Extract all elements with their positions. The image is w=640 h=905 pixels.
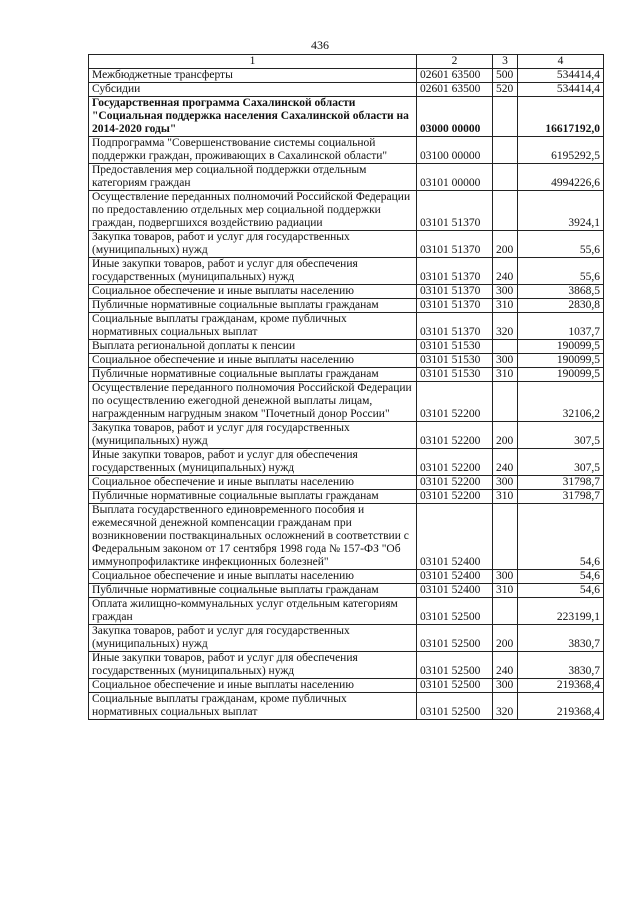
- cell-sum: 2830,8: [518, 299, 604, 313]
- cell-code: 03101 51530: [417, 354, 493, 368]
- cell-kind: [493, 137, 518, 164]
- cell-kind: 200: [493, 625, 518, 652]
- page-number: 436: [311, 38, 329, 52]
- cell-name: Социальное обеспечение и иные выплаты населению: [89, 679, 417, 693]
- cell-code: 03101 52500: [417, 679, 493, 693]
- cell-name: Закупка товаров, работ и услуг для государственных (муниципальных) нужд: [89, 625, 417, 652]
- table-row: [89, 570, 604, 584]
- cell-sum: 3830,7: [518, 625, 604, 652]
- table-row: [89, 354, 604, 368]
- cell-code: 03101 52200: [417, 476, 493, 490]
- cell-code: 02601 63500: [417, 83, 493, 97]
- cell-code: 03101 51370: [417, 299, 493, 313]
- table-row: [89, 313, 604, 340]
- cell-kind: 310: [493, 299, 518, 313]
- cell-code: 03101 51530: [417, 368, 493, 382]
- header-row: [89, 55, 604, 69]
- cell-name: Закупка товаров, работ и услуг для государственных (муниципальных) нужд: [89, 422, 417, 449]
- cell-sum: 54,6: [518, 570, 604, 584]
- header-col-name: 1: [89, 55, 417, 69]
- header-col-code: 2: [417, 55, 493, 69]
- cell-name: Иные закупки товаров, работ и услуг для обеспечения государственных (муниципальных) нужд: [89, 652, 417, 679]
- cell-sum: 55,6: [518, 231, 604, 258]
- cell-code: 03101 00000: [417, 164, 493, 191]
- cell-kind: [493, 598, 518, 625]
- cell-code: 03101 52400: [417, 570, 493, 584]
- cell-kind: 240: [493, 258, 518, 285]
- cell-code: 03101 52500: [417, 652, 493, 679]
- cell-kind: [493, 504, 518, 570]
- cell-sum: 223199,1: [518, 598, 604, 625]
- cell-code: 03101 51370: [417, 285, 493, 299]
- table-row: [89, 69, 604, 83]
- cell-name: Субсидии: [89, 83, 417, 97]
- table-row: [89, 693, 604, 720]
- cell-code: 03101 52500: [417, 693, 493, 720]
- table-row: [89, 382, 604, 422]
- cell-code: 03101 52500: [417, 598, 493, 625]
- table-row: [89, 490, 604, 504]
- cell-name: Публичные нормативные социальные выплаты гражданам: [89, 584, 417, 598]
- cell-sum: 32106,2: [518, 382, 604, 422]
- cell-name: Осуществление переданных полномочий Российской Федерации по предоставлению отдельных мер социальной поддержки граждан, подвергшихся воздействию радиации: [89, 191, 417, 231]
- cell-kind: 240: [493, 652, 518, 679]
- cell-name: Социальные выплаты гражданам, кроме публичных нормативных социальных выплат: [89, 313, 417, 340]
- cell-sum: 219368,4: [518, 693, 604, 720]
- cell-kind: 320: [493, 693, 518, 720]
- cell-sum: 54,6: [518, 584, 604, 598]
- cell-kind: [493, 97, 518, 137]
- cell-sum: 219368,4: [518, 679, 604, 693]
- budget-table: [88, 54, 604, 720]
- table-row: [89, 340, 604, 354]
- cell-kind: 320: [493, 313, 518, 340]
- cell-sum: 1037,7: [518, 313, 604, 340]
- cell-kind: [493, 382, 518, 422]
- cell-sum: 3924,1: [518, 191, 604, 231]
- cell-code: 03101 51370: [417, 231, 493, 258]
- table-header: [89, 55, 604, 69]
- cell-name: Иные закупки товаров, работ и услуг для обеспечения государственных (муниципальных) нужд: [89, 449, 417, 476]
- cell-kind: [493, 164, 518, 191]
- cell-name: Публичные нормативные социальные выплаты гражданам: [89, 490, 417, 504]
- table-row: [89, 449, 604, 476]
- cell-name: Социальное обеспечение и иные выплаты населению: [89, 476, 417, 490]
- cell-name: Выплата региональной доплаты к пенсии: [89, 340, 417, 354]
- cell-code: 03101 52200: [417, 449, 493, 476]
- cell-sum: 307,5: [518, 449, 604, 476]
- cell-name: Социальные выплаты гражданам, кроме публичных нормативных социальных выплат: [89, 693, 417, 720]
- cell-sum: 31798,7: [518, 476, 604, 490]
- cell-name: Публичные нормативные социальные выплаты гражданам: [89, 299, 417, 313]
- cell-code: 02601 63500: [417, 69, 493, 83]
- cell-sum: 16617192,0: [518, 97, 604, 137]
- cell-code: 03101 51370: [417, 191, 493, 231]
- cell-name: Закупка товаров, работ и услуг для государственных (муниципальных) нужд: [89, 231, 417, 258]
- cell-code: 03101 52200: [417, 382, 493, 422]
- table-body: [89, 69, 604, 720]
- cell-name: Публичные нормативные социальные выплаты гражданам: [89, 368, 417, 382]
- cell-name: Осуществление переданного полномочия Российской Федерации по осуществлению ежегодной денежной выплаты лицам, награжденным нагрудным знаком "Почетный донор России": [89, 382, 417, 422]
- cell-code: 03000 00000: [417, 97, 493, 137]
- cell-code: 03101 51370: [417, 258, 493, 285]
- cell-sum: 534414,4: [518, 83, 604, 97]
- cell-kind: 200: [493, 231, 518, 258]
- cell-sum: 54,6: [518, 504, 604, 570]
- cell-kind: 300: [493, 679, 518, 693]
- table-row: [89, 476, 604, 490]
- cell-kind: [493, 340, 518, 354]
- cell-kind: 310: [493, 368, 518, 382]
- table-row: [89, 191, 604, 231]
- cell-kind: 310: [493, 490, 518, 504]
- cell-name: Иные закупки товаров, работ и услуг для обеспечения государственных (муниципальных) нужд: [89, 258, 417, 285]
- cell-code: 03101 51530: [417, 340, 493, 354]
- header-col-sum: 4: [518, 55, 604, 69]
- cell-name: Выплата государственного единовременного пособия и ежемесячной денежной компенсации гражданам при возникновении поствакцинальных осложнений в соответствии с Федеральным законом от 17 сентября 1998 года № 157-ФЗ "Об иммунопрофилактике инфекционных болезней": [89, 504, 417, 570]
- table-row: [89, 625, 604, 652]
- cell-sum: 3868,5: [518, 285, 604, 299]
- cell-name: Государственная программа Сахалинской области "Социальная поддержка населения Сахалинской области на 2014-2020 годы": [89, 97, 417, 137]
- cell-kind: 300: [493, 354, 518, 368]
- cell-kind: 240: [493, 449, 518, 476]
- cell-kind: 200: [493, 422, 518, 449]
- table-row: [89, 504, 604, 570]
- cell-sum: 307,5: [518, 422, 604, 449]
- cell-name: Социальное обеспечение и иные выплаты населению: [89, 354, 417, 368]
- cell-kind: 500: [493, 69, 518, 83]
- header-col-kind: 3: [493, 55, 518, 69]
- table-row: [89, 679, 604, 693]
- cell-code: 03101 51370: [417, 313, 493, 340]
- cell-kind: [493, 191, 518, 231]
- table-row: [89, 83, 604, 97]
- table-row: [89, 137, 604, 164]
- cell-name: Подпрограмма "Совершенствование системы социальной поддержки граждан, проживающих в Сахалинской области": [89, 137, 417, 164]
- cell-sum: 31798,7: [518, 490, 604, 504]
- table-row: [89, 422, 604, 449]
- cell-name: Оплата жилищно-коммунальных услуг отдельным категориям граждан: [89, 598, 417, 625]
- cell-code: 03100 00000: [417, 137, 493, 164]
- cell-sum: 4994226,6: [518, 164, 604, 191]
- table-row: [89, 97, 604, 137]
- cell-kind: 310: [493, 584, 518, 598]
- cell-code: 03101 52200: [417, 422, 493, 449]
- table-row: [89, 258, 604, 285]
- cell-sum: 190099,5: [518, 368, 604, 382]
- cell-kind: 300: [493, 476, 518, 490]
- cell-kind: 300: [493, 570, 518, 584]
- cell-sum: 3830,7: [518, 652, 604, 679]
- cell-kind: 520: [493, 83, 518, 97]
- cell-name: Межбюджетные трансферты: [89, 69, 417, 83]
- cell-name: Социальное обеспечение и иные выплаты населению: [89, 285, 417, 299]
- table-row: [89, 598, 604, 625]
- table-row: [89, 164, 604, 191]
- cell-sum: 534414,4: [518, 69, 604, 83]
- table-row: [89, 652, 604, 679]
- cell-code: 03101 52400: [417, 504, 493, 570]
- table-row: [89, 285, 604, 299]
- cell-sum: 55,6: [518, 258, 604, 285]
- table-row: [89, 231, 604, 258]
- cell-name: Социальное обеспечение и иные выплаты населению: [89, 570, 417, 584]
- table-row: [89, 368, 604, 382]
- cell-sum: 190099,5: [518, 340, 604, 354]
- cell-sum: 190099,5: [518, 354, 604, 368]
- cell-name: Предоставления мер социальной поддержки отдельным категориям граждан: [89, 164, 417, 191]
- table-row: [89, 299, 604, 313]
- cell-sum: 6195292,5: [518, 137, 604, 164]
- cell-code: 03101 52400: [417, 584, 493, 598]
- table-row: [89, 584, 604, 598]
- cell-code: 03101 52200: [417, 490, 493, 504]
- cell-code: 03101 52500: [417, 625, 493, 652]
- cell-kind: 300: [493, 285, 518, 299]
